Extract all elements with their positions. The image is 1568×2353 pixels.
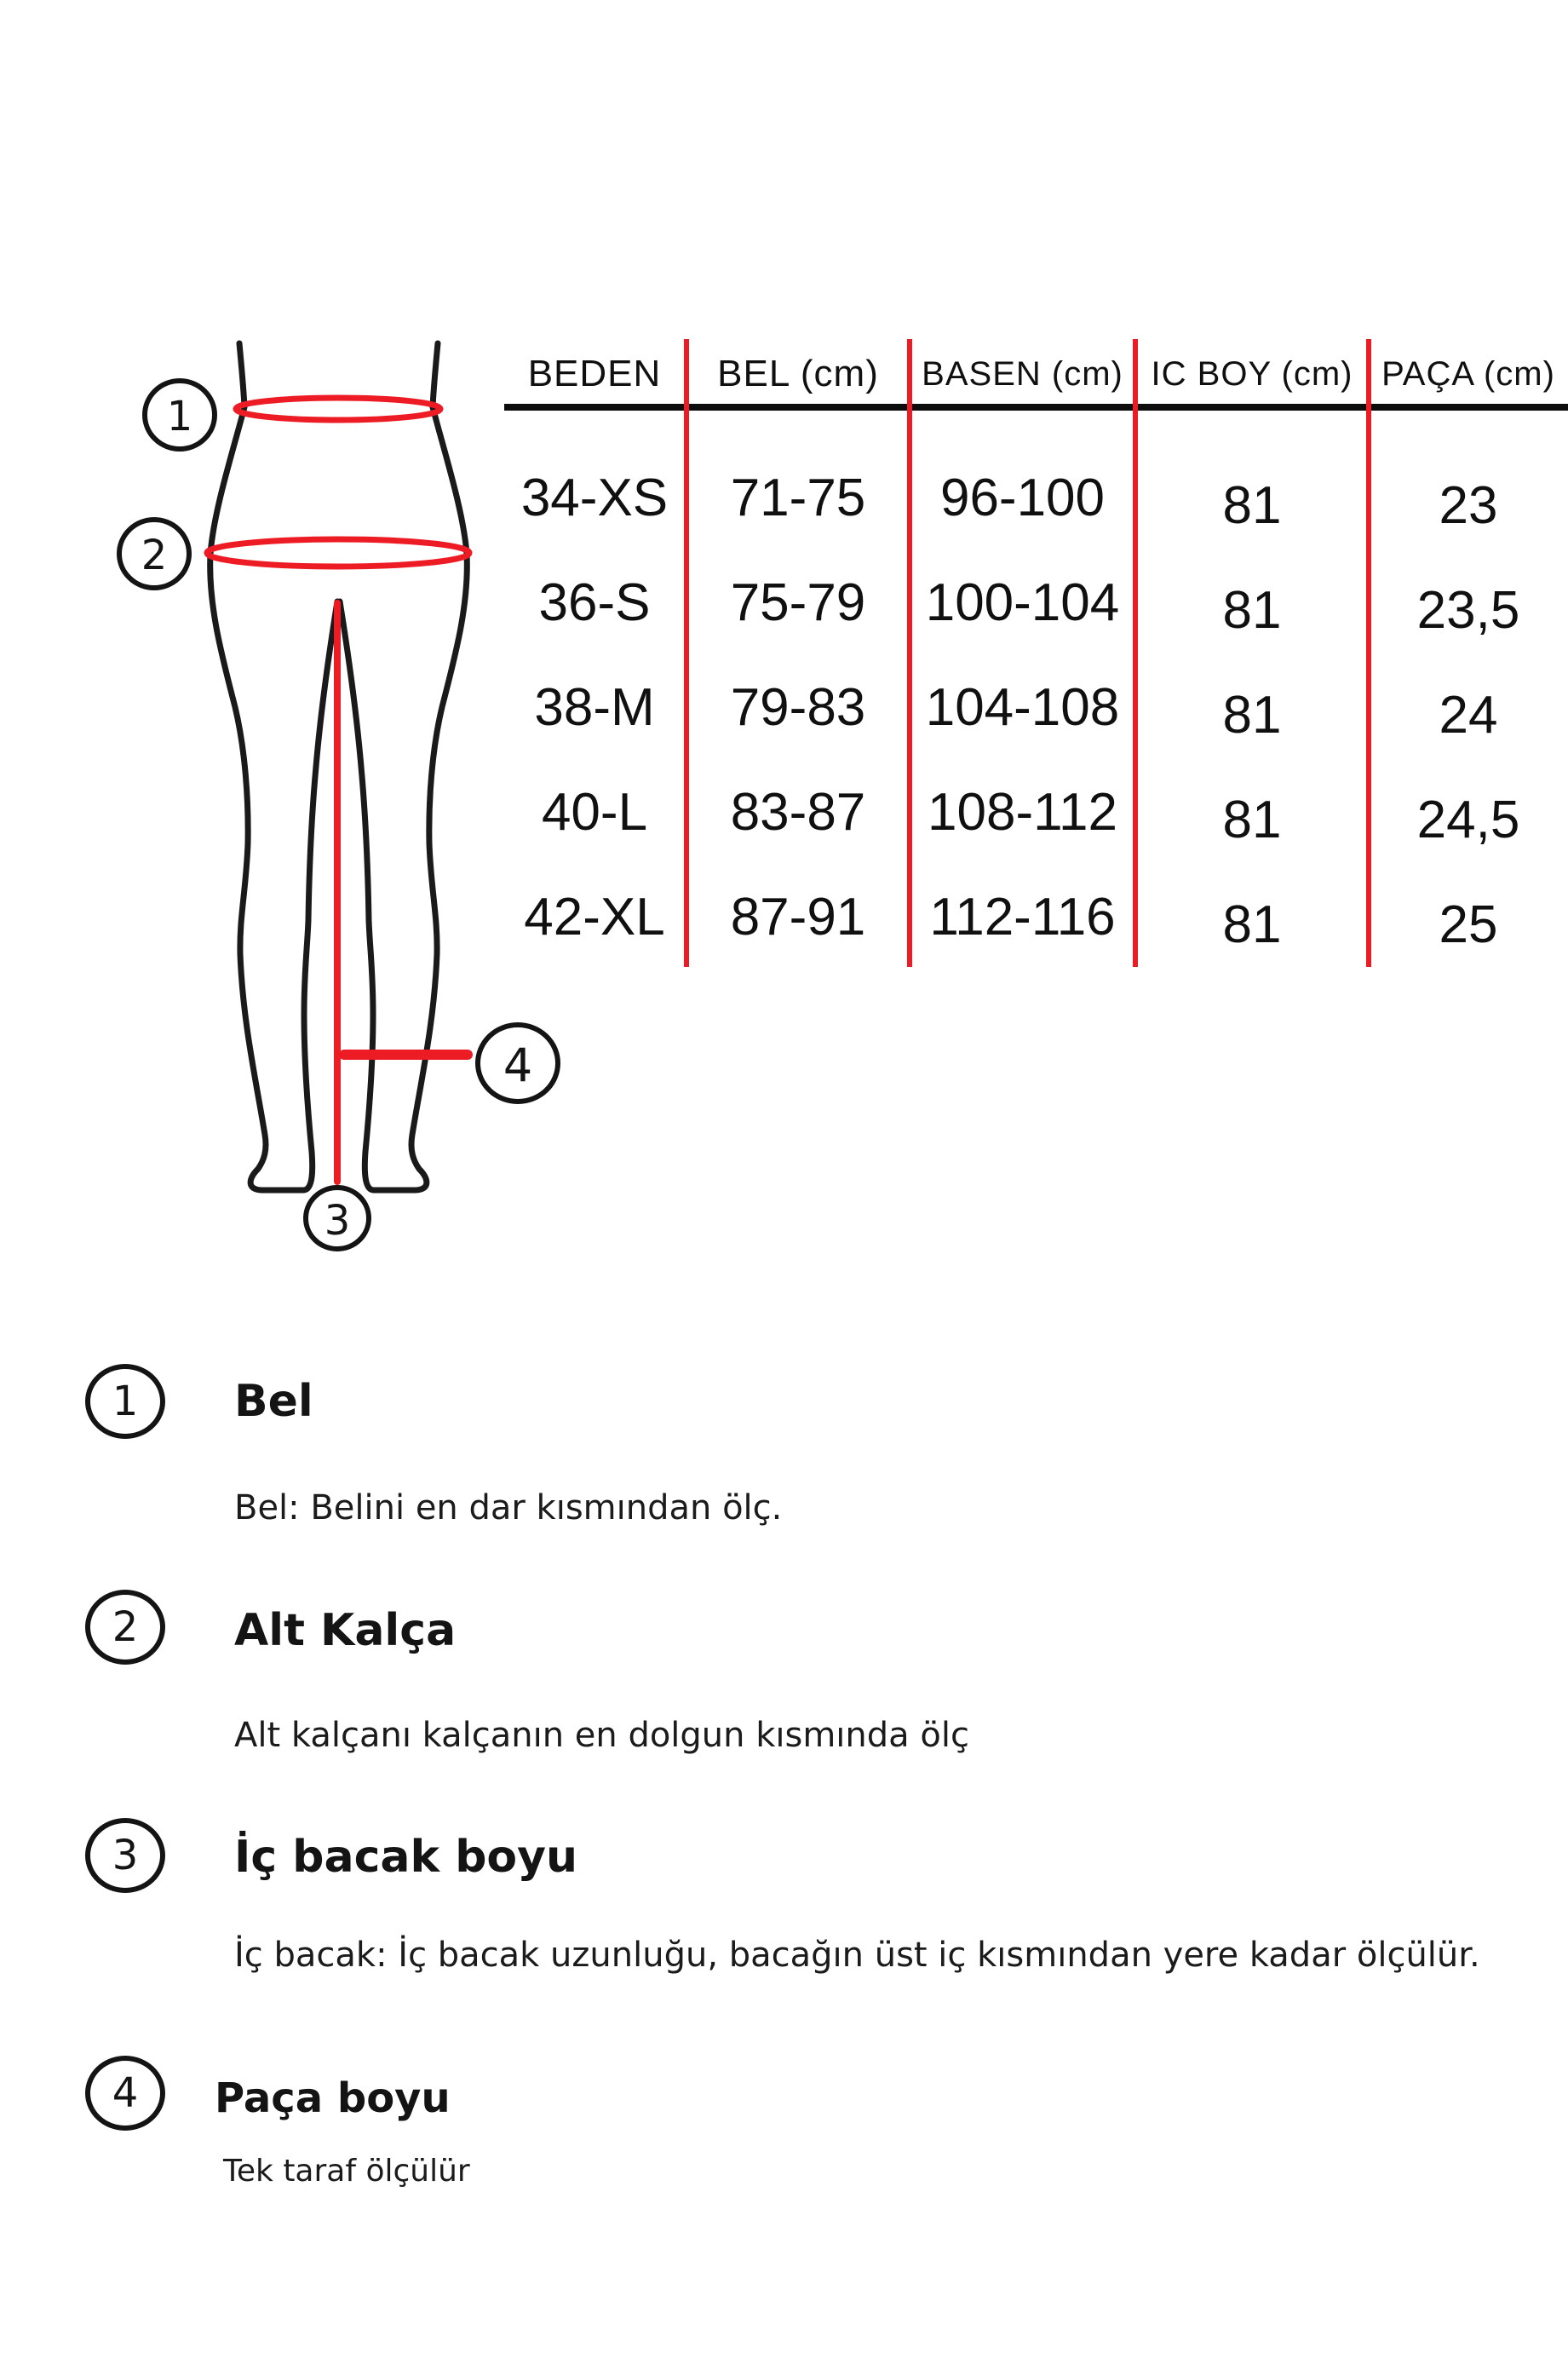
legend-description-paca-boyu: Tek taraf ölçülür [223,2154,470,2189]
legend-number-badge-2: 2 [85,1590,165,1665]
paca-value: 24,5 [1416,791,1520,849]
basen-value: 112-116 [929,888,1116,946]
header-beden: BEDEN [527,353,662,394]
marker-2-number: 2 [141,532,168,579]
bel-value: 87-91 [730,888,866,946]
icboy-value: 81 [1222,791,1282,849]
size-table [503,341,1568,969]
size-value: 42-XL [524,888,665,946]
paca-value: 23 [1439,476,1498,535]
icboy-value: 81 [1222,895,1282,954]
icboy-value: 81 [1222,581,1282,640]
size-value: 36-S [538,573,651,632]
icboy-value: 81 [1222,686,1282,745]
bel-value: 75-79 [730,573,866,632]
marker-4 [478,1025,558,1102]
basen-value: 104-108 [925,678,1120,737]
bel-value: 71-75 [730,469,866,527]
marker-2 [119,520,189,588]
paca-value: 23,5 [1416,581,1520,640]
column-separator-4 [1366,339,1371,967]
basen-value: 100-104 [925,573,1120,632]
legend-title-alt-kalca: Alt Kalça [234,1605,457,1656]
header-paca: PAÇA (cm) [1381,354,1555,393]
marker-1-number: 1 [166,393,193,440]
legend-description-ic-bacak-boyu [234,1927,1495,1983]
legend-title-paca-boyu: Paça boyu [215,2074,451,2122]
size-value: 40-L [541,783,648,842]
bel-value: 79-83 [730,678,866,737]
column-separator-3 [1133,339,1138,967]
basen-value: 108-112 [928,783,1117,842]
column-separator-2 [907,339,912,967]
legend-number-badge-3: 3 [85,1818,165,1893]
marker-1 [145,381,215,449]
bel-value: 83-87 [730,783,866,842]
icboy-value: 81 [1222,476,1282,535]
desc-line-1: İç bacak: İç bacak uzunluğu, bacağın üst iç kısmından yere [234,1936,1239,1975]
marker-3-number: 3 [324,1197,351,1245]
table-header-underline [504,404,1568,411]
desc-line-2: kadar ölçülür. [1249,1936,1480,1975]
waist-measure-ellipse [236,398,440,420]
hip-measure-ellipse [207,539,469,567]
paca-value: 25 [1439,895,1498,954]
legend-title-bel: Bel [234,1376,313,1427]
header-bel: BEL (cm) [717,353,879,394]
legend-description-alt-kalca: Alt kalçanı kalçanın en dolgun kısmında ölç [234,1716,969,1755]
header-icboy: IC BOY (cm) [1151,354,1353,393]
marker-3 [306,1188,369,1249]
header-basen: BASEN (cm) [922,354,1123,393]
size-value: 34-XS [520,469,669,527]
column-separator-1 [684,339,689,967]
paca-value: 24 [1439,686,1498,745]
leg-outline-left [210,343,337,1190]
marker-4-number: 4 [503,1038,533,1093]
legend-number-badge-1: 1 [85,1364,165,1439]
leg-outline-right [340,343,467,1190]
basen-value: 96-100 [939,469,1106,527]
legend-number-badge-4: 4 [85,2056,165,2131]
legend-title-ic-bacak-boyu: İç bacak boyu [234,1832,578,1883]
size-value: 38-M [534,678,655,737]
legend-description-bel: Bel: Belini en dar kısmından ölç. [234,1488,783,1527]
